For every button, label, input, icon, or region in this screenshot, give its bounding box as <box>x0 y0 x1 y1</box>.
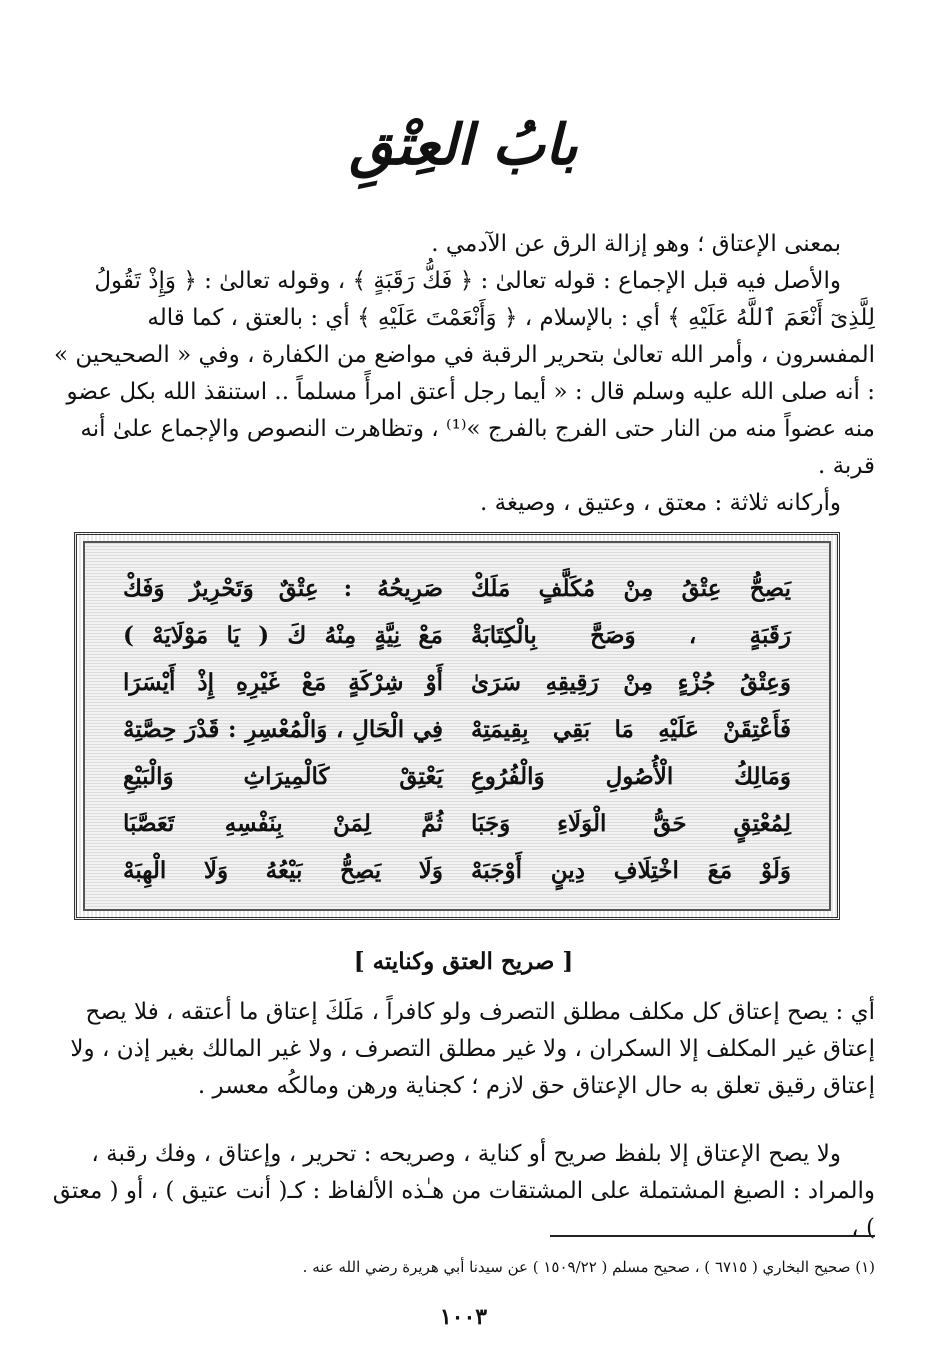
footnote: (١) صحيح البخاري ( ٦٧١٥ ) ، صحيح مسلم ( ١٥٠٩/٢٢ ) عن سيدنا أبي هريرة رضي الله عنه . <box>302 1258 875 1276</box>
intro-line-1: بمعنى الإعتاق ؛ وهو إزالة الرق عن الآدمي . <box>431 231 841 257</box>
poem-verse <box>109 565 805 612</box>
chapter-title: بابُ العِتْقِ <box>349 112 578 178</box>
poem-hemistich-left: يَعْتِقْ كَالْمِيرَاثِ وَالْبَيْعِ <box>123 763 443 790</box>
page-number: ١٠٠٣ <box>439 1304 488 1330</box>
poem-verse <box>109 612 805 659</box>
poem-verse <box>109 800 805 847</box>
section-paragraph-1 <box>48 994 875 1105</box>
intro-line-3: وأركانه ثلاثة : معتق ، وعتيق ، وصيغة . <box>480 490 841 516</box>
poem-hemistich-left: ثُمَّ لِمَنْ بِنَفْسِهِ تَعَصَّبَا <box>123 810 443 837</box>
poem-hemistich-right: رَقَبَةٍ ، وَصَحَّ بِالْكِتَابَةْ <box>471 622 791 649</box>
poem-hemistich-right: لِمُعْتِقٍ حَقُّ الْوَلَاءِ وَجَبَا <box>471 810 791 837</box>
poem-hemistich-right: وَعِتْقُ جُزْءٍ مِنْ رَقِيقِهِ سَرَىٰ <box>471 669 791 696</box>
poem-verse <box>109 706 805 753</box>
section-paragraph-2 <box>48 1136 875 1247</box>
poem-hemistich-left: أَوْ شِرْكَةٍ مَعْ غَيْرِهِ إِذْ أَيْسَرَا <box>123 669 443 696</box>
poem-hemistich-right: وَمَالِكُ الْأُصُولِ وَالْفُرُوعِ <box>471 763 791 790</box>
poem-verse <box>109 753 805 800</box>
poem-box <box>83 541 831 911</box>
section-paragraph-1-text: أي : يصح إعتاق كل مكلف مطلق التصرف ولو كافراً ، مَلَكَ إعتاق ما أعتقه ، فلا يصح إعتاق غير المكلف إلا السكران ، ولا غير مطلق التصرف ، ولا غير المالك بغير إذن ، ولا إعتاق رقيق تعلق به حال الإعتاق حق لازم ؛ كجناية ورهن ومالكُه معسر . <box>70 999 875 1099</box>
poem-hemistich-right: وَلَوْ مَعَ اخْتِلَافِ دِينٍ أَوْجَبَهْ <box>471 857 791 884</box>
intro-paragraph-2: والأصل فيه قبل الإجماع : قوله تعالىٰ : ﴿ فَكُّ رَقَبَةٍ ﴾ ، وقوله تعالىٰ : ﴿ وَإِذْ تَقُولُ لِلَّذِىٓ أَنْعَمَ ٱللَّهُ عَلَيْهِ ﴾ أي : بالإسلام ، ﴿ وَأَنْعَمْتَ عَلَيْهِ ﴾ أي : بالعتق ، كما قاله المفسرون ، وأمر الله تعالىٰ بتحرير الرقبة في مواضع من الكفارة ، وفي « الصحيحين » : أنه صلى الله عليه وسلم قال : « أيما رجل أعتق امرأً مسلماً .. استنقذ الله بكل عضو منه عضواً منه من النار حتى الفرج بالفرج »⁽¹⁾ ، وتظاهرت النصوص والإجماع علىٰ أنه قربة . <box>53 268 875 479</box>
poem-hemistich-left: وَلَا يَصِحُّ بَيْعُهُ وَلَا الْهِبَهْ <box>123 857 443 884</box>
section-paragraph-2-text: ولا يصح الإعتاق إلا بلفظ صريح أو كناية ، وصريحه : تحرير ، وإعتاق ، وفك رقبة ، والمراد : الصيغ المشتملة على المشتقات من هـٰذه الألفاظ : كـ( أنت عتيق ) ، أو ( معتق ) ، <box>52 1141 875 1241</box>
poem-frame <box>74 532 840 920</box>
poem-verse <box>109 659 805 706</box>
section-heading: [ صريح العتق وكنايته ] <box>353 948 574 975</box>
poem-hemistich-right: يَصِحُّ عِتْقُ مِنْ مُكَلَّفٍ مَلَكْ <box>471 575 791 602</box>
poem-hemistich-left: صَرِيحُهُ : عِتْقٌ وَتَحْرِيرٌ وَفَكْ <box>123 575 443 602</box>
intro-text <box>48 226 875 522</box>
poem-hemistich-left: مَعْ نِيَّةٍ مِنْهُ كَ ( يَا مَوْلَايَهْ ) <box>123 622 443 649</box>
poem-hemistich-right: فَأَعْتِقَنْ عَلَيْهِ مَا بَقِي بِقِيمَتِهْ <box>471 716 791 743</box>
poem-hemistich-left: فِي الْحَالِ ، وَالْمُعْسِرِ : قَدْرَ حِصَّتِهْ <box>123 716 443 743</box>
footnote-divider <box>550 1235 875 1237</box>
poem-verse <box>109 847 805 894</box>
